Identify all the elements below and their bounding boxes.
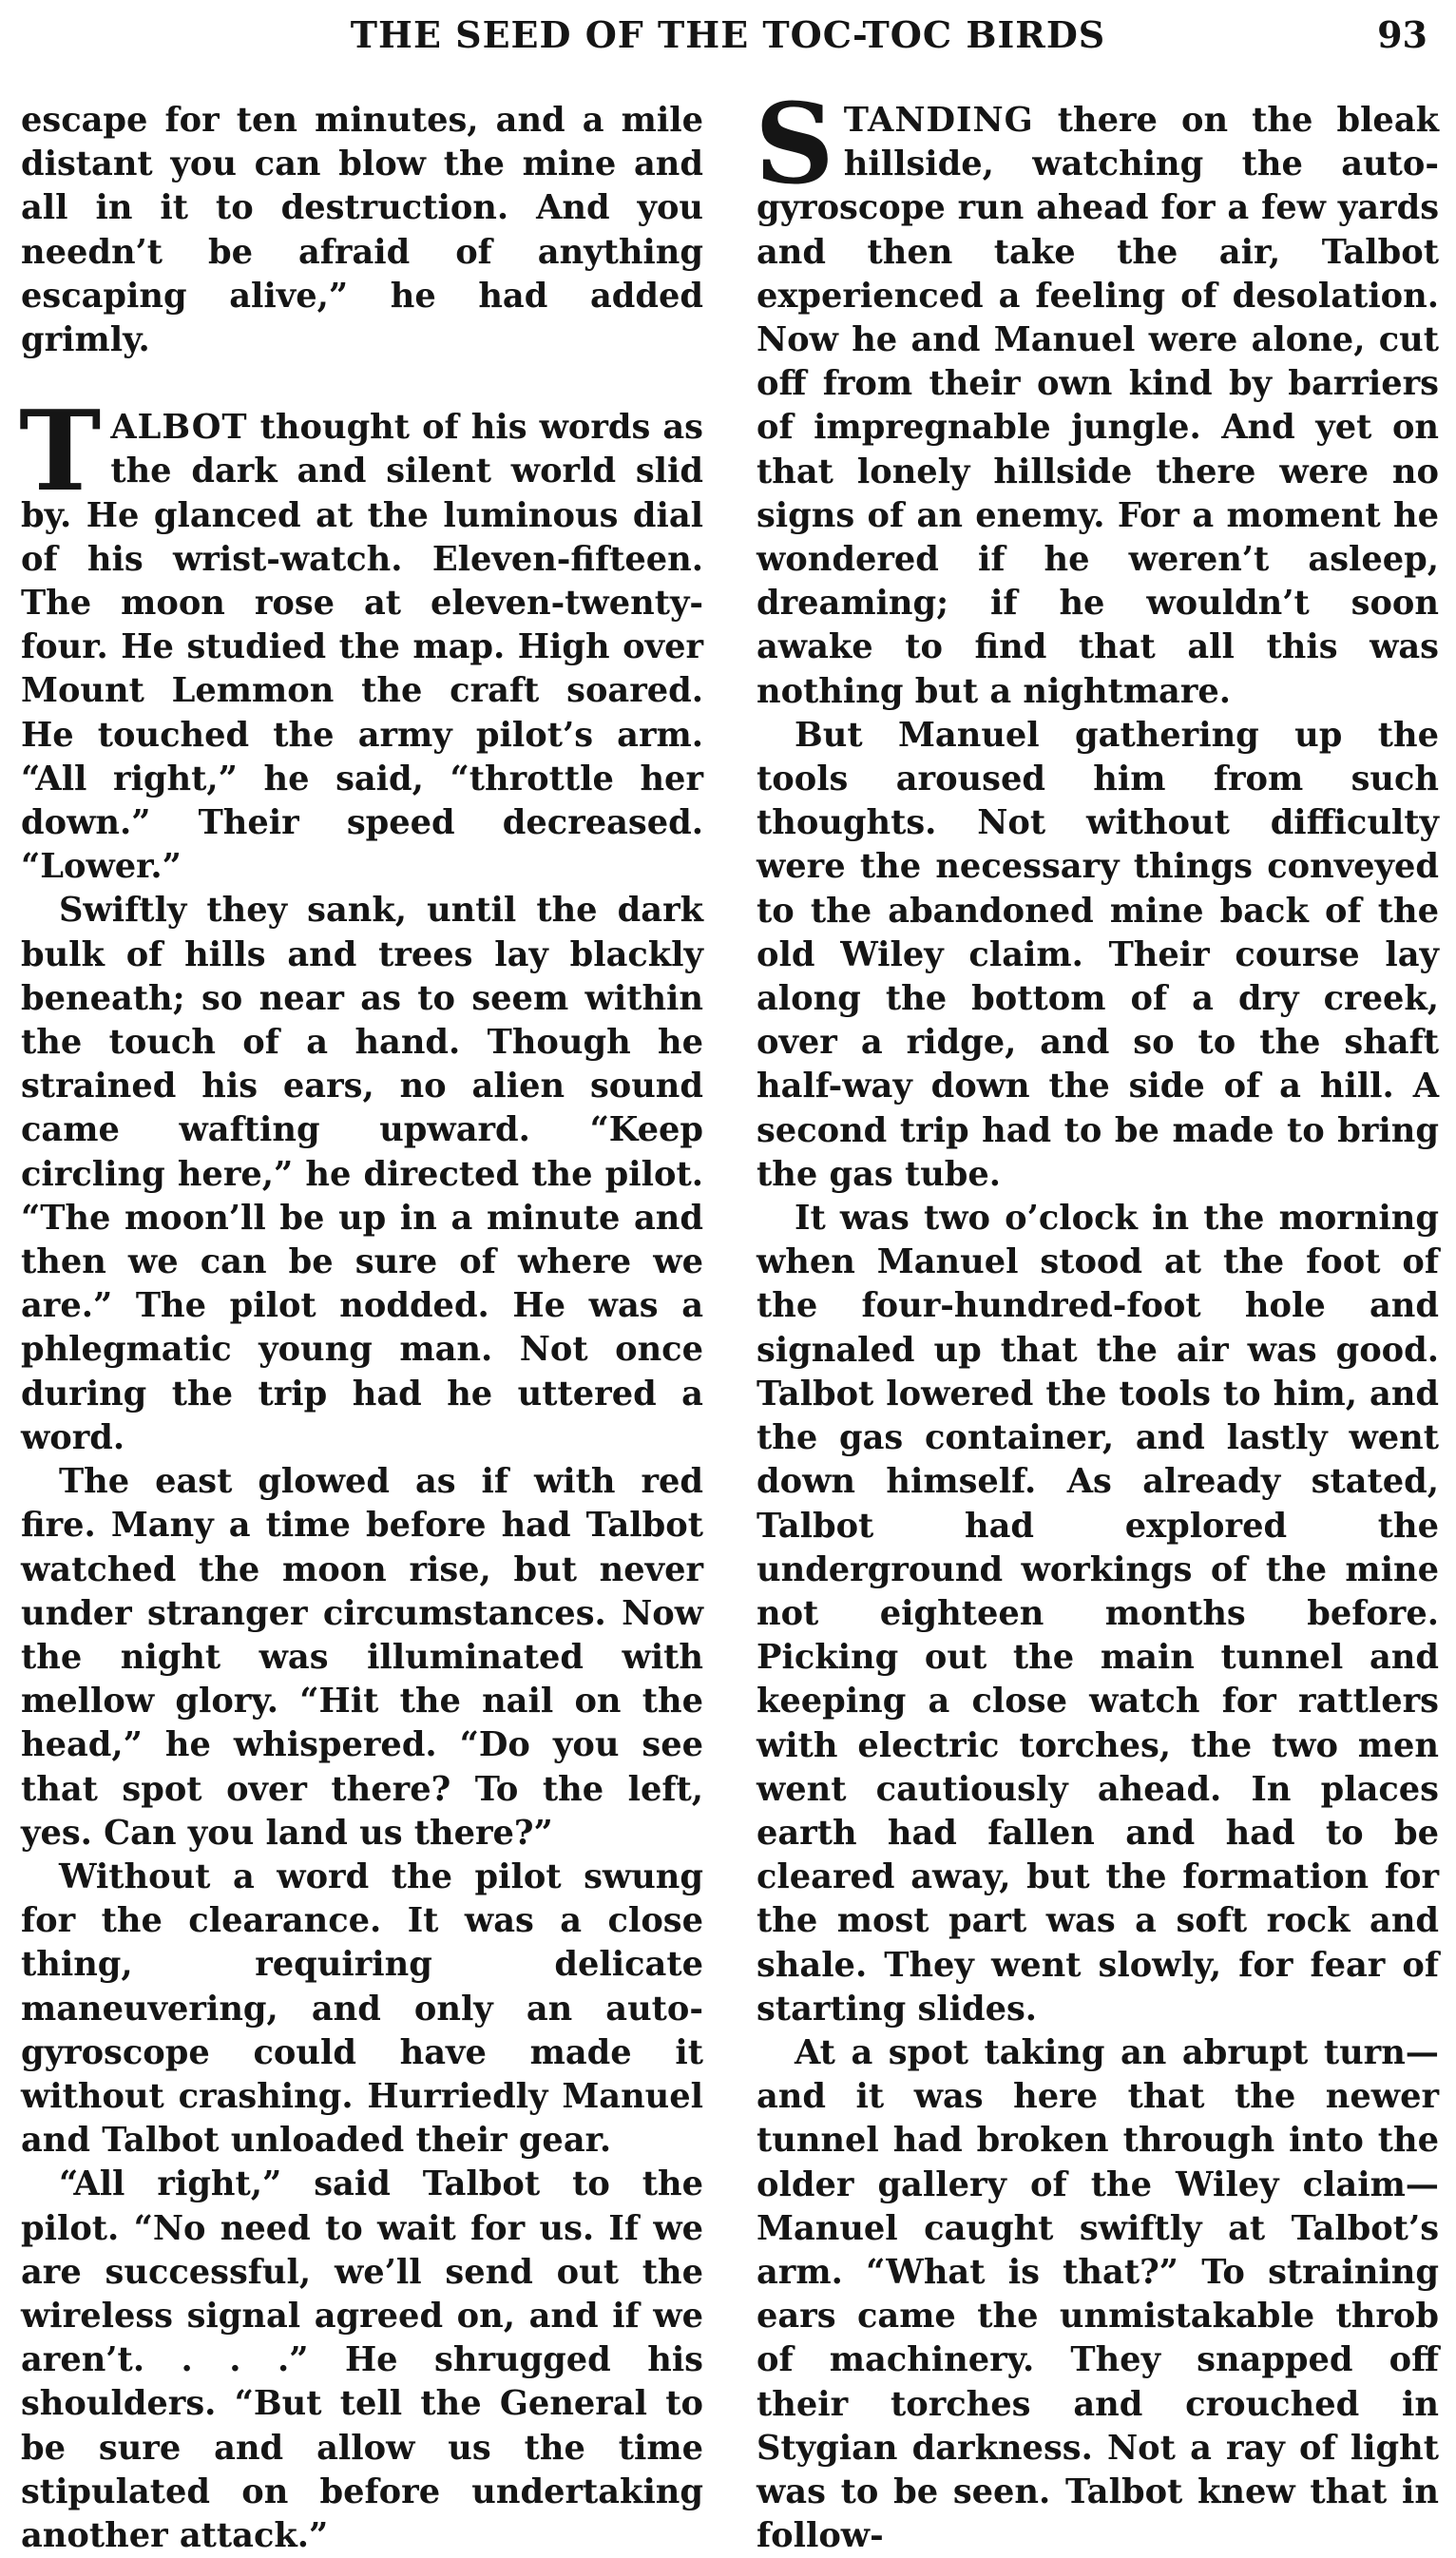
running-title: THE SEED OF THE TOC-TOC BIRDS bbox=[350, 13, 1106, 56]
paragraph-text: thought of his words as the dark and silent world slid by. He glanced at the luminous dial of his wrist-watch. Eleven-fifteen. The moon rose at eleven-twenty-four. He studied the map. High over Mount Lemmon the craft soared. He touched the army pilot’s arm. “All right,” he said, “throttle her down.” Their speed decreased. “Lower.” bbox=[21, 408, 703, 887]
page-header bbox=[19, 8, 1437, 65]
paragraph: But Manuel gathering up the tools aroused him from such thoughts. Not without difficulty were the necessary things conveyed to the abandoned mine back of the old Wiley claim. Their course lay along the bottom of a dry creek, over a ridge, and so to the shaft half-way down the side of a hill. A second trip had to be made to bring the gas tube. bbox=[757, 715, 1439, 1194]
lead-word: TANDING bbox=[843, 101, 1034, 140]
right-column bbox=[755, 80, 1439, 2558]
page-number: 93 bbox=[1377, 13, 1427, 56]
drop-cap: S bbox=[755, 80, 834, 209]
paragraph: Without a word the pilot swung for the clearance. It was a close thing, requiring delicate maneuvering, and only an auto-gyroscope could have made it without crashing. Hurriedly Manuel and Talbot unloaded their gear. bbox=[21, 1856, 703, 2161]
paragraph: Swiftly they sank, until the dark bulk of hills and trees lay blackly beneath; so near as to seem within the touch of a hand. Though he strained his ears, no alien sound came wafting upward. “Keep circling here,” he directed the pilot. “The moon’ll be up in a minute and then we can be sure of where we are.” The pilot nodded. He was a phlegmatic young man. Not once during the trip had he uttered a word. bbox=[21, 891, 703, 1457]
drop-cap: T bbox=[19, 387, 102, 517]
lead-word: ALBOT bbox=[110, 408, 248, 448]
paragraph: At a spot taking an abrupt turn—and it was here that the newer tunnel had broken through into the older gallery of the Wiley claim—Manuel caught swiftly at Talbot’s arm. “What is that?” To straining ears came the unmistakable throb of machinery. They snapped off their torches and crouched in Stygian darkness. Not a ray of light was to be seen. Talbot knew that in follow- bbox=[757, 2032, 1439, 2556]
paragraph bbox=[19, 387, 703, 889]
paragraph: “All right,” said Talbot to the pilot. “No need to wait for us. If we are successful, we’ll send out the wireless signal agreed on, and if we aren’t. . . .” He shrugged his shoulders. “But tell the General to be sure and allow us the time stipulated on before undertaking another attack.” bbox=[21, 2164, 703, 2555]
left-column bbox=[21, 99, 703, 2558]
paragraph-text: there on the bleak hillside, watching the auto-gyroscope run ahead for a few yards and then take the air, Talbot experienced a feeling of desolation. Now he and Manuel were alone, cut off from their own kind by barriers of impregnable jungle. And yet on that lonely hillside there were no signs of an enemy. For a moment he wondered if he weren’t asleep, dreaming; if he wouldn’t soon awake to find that all this was nothing but a nightmare. bbox=[757, 101, 1439, 711]
paragraph: escape for ten minutes, and a mile distant you can blow the mine and all in it to destruction. And you needn’t be afraid of anything escaping alive,” he had added grimly. bbox=[21, 101, 703, 360]
paragraph: The east glowed as if with red fire. Many a time before had Talbot watched the moon rise, but never under stranger circumstances. Now the night was illuminated with mellow glory. “Hit the nail on the head,” he whispered. “Do you see that spot over there? To the left, yes. Can you land us there?” bbox=[21, 1462, 703, 1853]
paragraph: It was two o’clock in the morning when Manuel stood at the foot of the four-hundred-foot hole and signaled up that the air was good. Talbot lowered the tools to him, and the gas container, and lastly went down himself. As already stated, Talbot had explored the underground workings of the mine not eighteen months before. Picking out the main tunnel and keeping a close watch for rattlers with electric torches, the two men went cautiously ahead. In places earth had fallen and had to be cleared away, but the formation for the most part was a soft rock and shale. They went slowly, for fear of starting slides. bbox=[757, 1199, 1439, 2029]
paragraph bbox=[755, 80, 1439, 714]
